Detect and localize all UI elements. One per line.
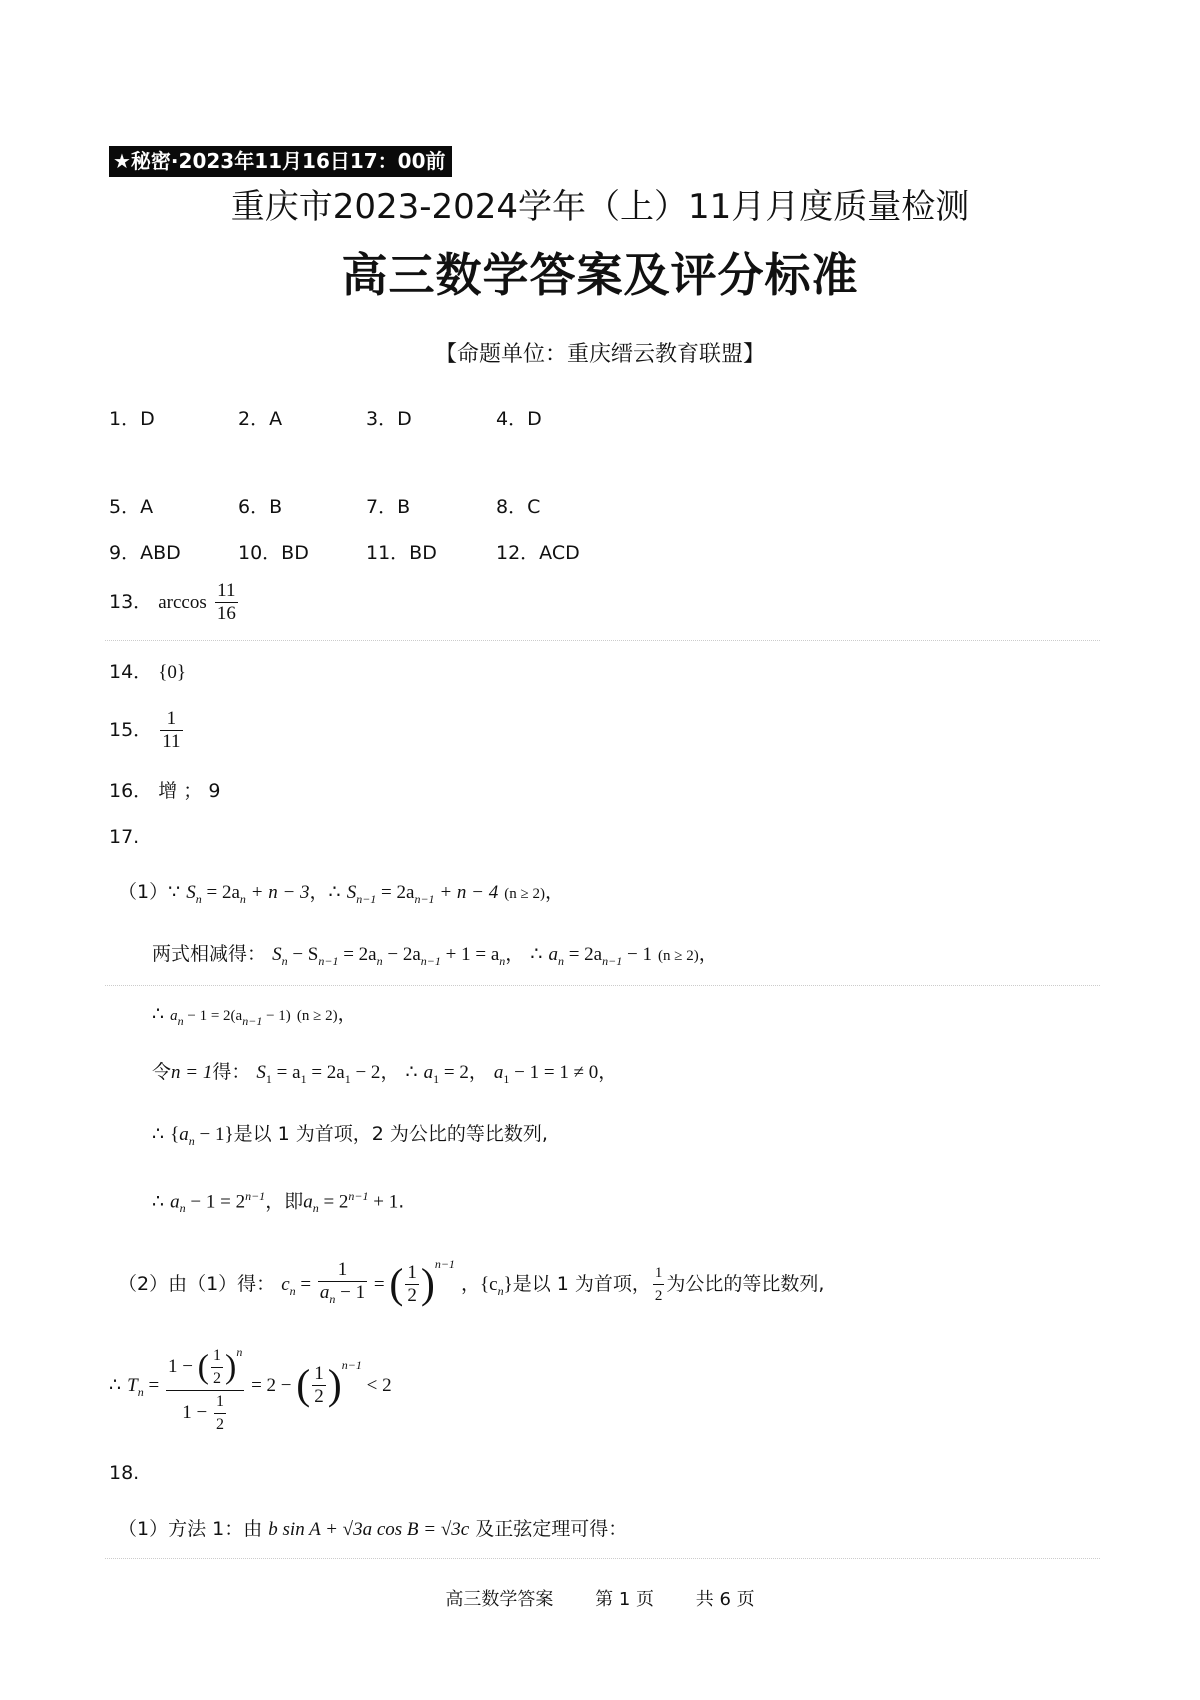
confidential-banner: ★秘密·2023年11月16日17：00前 xyxy=(109,146,452,177)
answer-5: 5．A xyxy=(109,496,154,518)
divider xyxy=(105,640,1100,641)
q13-label: 13． xyxy=(109,591,153,613)
answer-15 xyxy=(109,708,185,753)
q16-label: 16． xyxy=(109,780,153,802)
q17-part1-line1: （1）∵ $S_n = 2a_n + n - 3$，∴ $S_{n-1} = 2a_{n-1} + n - 4$ (n ≥ 2)， xyxy=(118,881,565,906)
answer-4: 4．D xyxy=(496,408,542,430)
subtract-label: 两式相减得： xyxy=(152,943,267,965)
footer-page-total: 共 6 页 xyxy=(695,1589,755,1610)
footer-page-number: 第 1 页 xyxy=(595,1589,654,1610)
q15-denominator: 11 xyxy=(162,731,181,752)
answer-1: 1．D xyxy=(109,408,155,430)
answer-12: 12．ACD xyxy=(496,542,580,564)
answer-2: 2．A xyxy=(238,408,283,430)
answer-6: 6．B xyxy=(238,496,283,518)
q17-part1-line6: ∴ $a_n - 1 = 2^{n-1}$，即$a_n = 2^{n-1} + 1$. xyxy=(152,1189,405,1216)
q15-numerator: 1 xyxy=(160,708,182,731)
q18-part1: （1）方法 1：由 b sin A + √3a cos B = √3c 及正弦定理可得： xyxy=(118,1518,628,1540)
answer-3: 3．D xyxy=(366,408,412,430)
q17-part2-line1: （2）由（1）得： $c_n$ = $\frac{1}{a_n - 1}$ = ( $\frac{1}{2}$ )$^{n-1}$ ，$\{c_n\}$是以 1 为首项， $\frac{1}{2}$ 为公比的等比数列, xyxy=(118,1257,825,1308)
answer-13 xyxy=(109,580,240,625)
answer-8: 8．C xyxy=(496,496,541,518)
q17-label: 17. xyxy=(109,826,140,848)
q18-label: 18. xyxy=(109,1462,140,1484)
q14-label: 14． xyxy=(109,661,153,683)
author-unit: 【命题单位：重庆缙云教育联盟】 xyxy=(434,342,765,367)
q15-label: 15． xyxy=(109,719,153,741)
answer-9: 9．ABD xyxy=(109,542,181,564)
q15-fraction xyxy=(160,708,182,753)
q13-numerator: 11 xyxy=(215,580,238,603)
q17-part1-line2: 两式相减得： $S_n - S_{n-1} = 2a_n - 2a_{n-1} + 1 = a_n$， ∴ $a_n = 2a_{n-1} - 1$ (n ≥ 2)， xyxy=(152,943,718,968)
q16-value: 增 ； 9 xyxy=(158,780,221,802)
q17-part1-line5: ∴ $\{a_n - 1\}$是以 1 为首项，2 为公比的等比数列, xyxy=(152,1123,548,1148)
divider xyxy=(105,1558,1100,1559)
part1-marker: （1）∵ xyxy=(118,881,181,903)
page-footer xyxy=(0,1588,1200,1612)
q17-part1-line3: ∴ $a_n - 1 = 2(a_{n-1} - 1) (n \ge 2)$， xyxy=(152,1003,357,1028)
answer-11: 11．BD xyxy=(366,542,437,564)
exam-title: 重庆市2023-2024学年（上）11月月度质量检测 xyxy=(230,187,970,227)
answer-16 xyxy=(109,777,220,805)
document-subtitle: 高三数学答案及评分标准 xyxy=(341,248,859,302)
answer-14 xyxy=(109,658,186,687)
q17-part1-line4: 令n = 1得： $S_1 = a_1 = 2a_1 - 2$， ∴ $a_1 = 2$， $a_1 - 1 = 1 \ne 0$， xyxy=(152,1061,618,1086)
q17-part2-line2: ∴ $T_n$ = 1 − ( $\frac{1}{2}$ )$^n$ 1 − $\frac{1}{2}$ = 2 − ( $\frac{1}{2}$ )$^{n-1}$ < 2 xyxy=(109,1335,392,1436)
divider xyxy=(105,985,1100,986)
answer-10: 10．BD xyxy=(238,542,309,564)
footer-doc-name: 高三数学答案 xyxy=(445,1589,554,1610)
q14-value: {0} xyxy=(158,662,186,683)
q13-func: arccos xyxy=(158,592,207,613)
q13-fraction xyxy=(215,580,238,625)
answer-7: 7．B xyxy=(366,496,411,518)
q13-denominator: 16 xyxy=(216,603,236,624)
